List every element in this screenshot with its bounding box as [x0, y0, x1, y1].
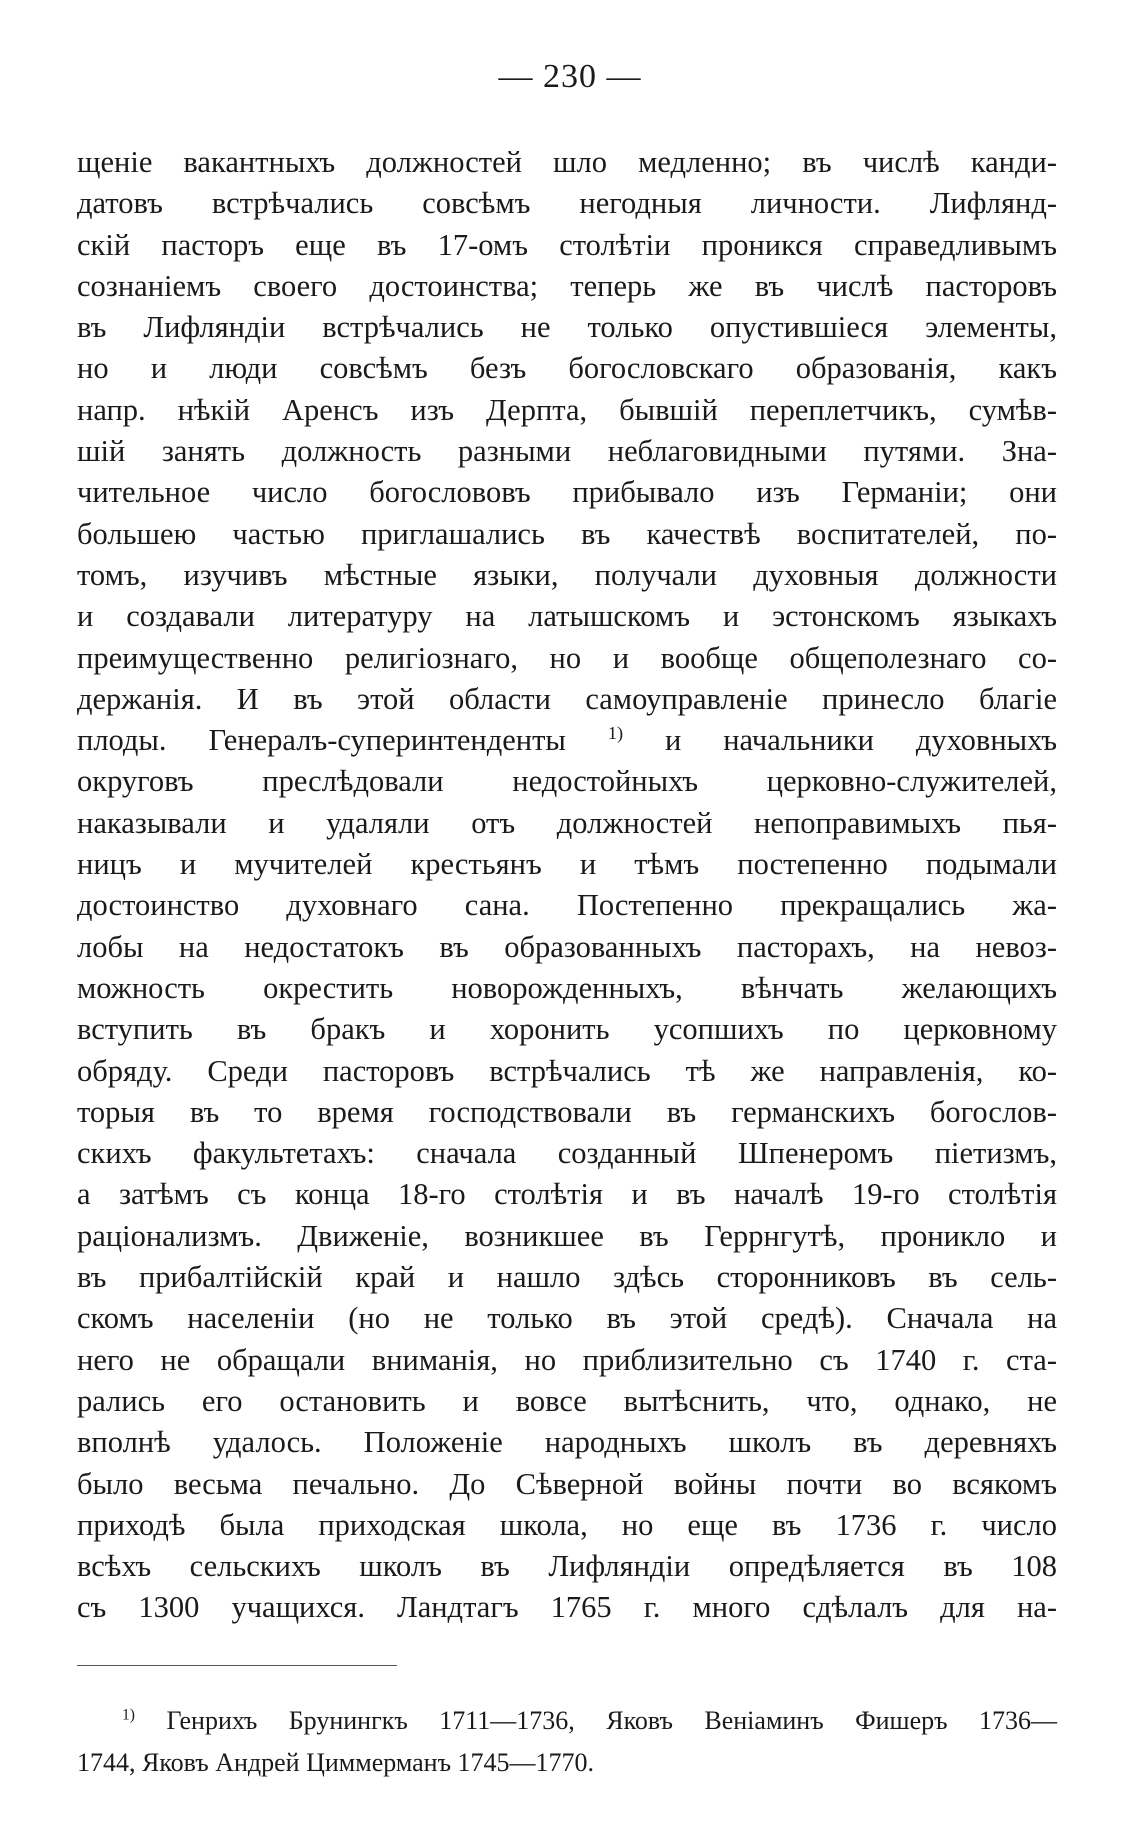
text-line: чительное число богослововъ прибывало изъ Германіи; они	[77, 475, 1057, 510]
text-line: приходѣ была приходская школа, но еще въ 1736 г. число	[77, 1507, 1057, 1542]
text-line: торыя въ то время господствовали въ германскихъ богослов-	[77, 1094, 1057, 1129]
page-number: — 230 —	[498, 58, 642, 95]
text-fragment: и начальники духовныхъ	[664, 723, 1058, 758]
footnote-text: Генрихъ Брунингкъ 1711—1736, Яковъ Веніаминъ Фишеръ 1736—	[166, 1706, 1057, 1735]
text-line: а затѣмъ съ конца 18-го столѣтія и въ началѣ 19-го столѣтія	[77, 1177, 1057, 1212]
footnotes	[77, 1700, 1057, 1784]
text-line: можность окрестить новорожденныхъ, вѣнчать желающихъ	[77, 970, 1057, 1005]
text-line: щеніе вакантныхъ должностей шло медленно; въ числѣ канди-	[77, 145, 1057, 179]
text-line: датовъ встрѣчались совсѣмъ негодныя личности. Лифлянд-	[77, 186, 1057, 221]
text-line: лобы на недостатокъ въ образованныхъ пасторахъ, на невоз-	[77, 929, 1057, 964]
text-line: преимущественно религіознаго, но и вообще общеполезнаго со-	[77, 640, 1057, 675]
text-line: но и люди совсѣмъ безъ богословскаго образованія, какъ	[77, 351, 1057, 386]
body-text	[77, 142, 1057, 1629]
text-line: напр. нѣкій Аренсъ изъ Дерпта, бывшій переплетчикъ, сумѣв-	[77, 392, 1057, 427]
footnote-marker: 1)	[122, 1706, 135, 1724]
footnote-divider	[77, 1665, 397, 1666]
text-line: скомъ населеніи (но не только въ этой средѣ). Сначала на	[77, 1301, 1057, 1336]
text-line: въ прибалтійскій край и нашло здѣсь сторонниковъ въ сель-	[77, 1260, 1057, 1295]
text-line: и создавали литературу на латышскомъ и эстонскомъ языкахъ	[77, 599, 1057, 634]
footnote-reference: 1)	[607, 723, 624, 743]
text-line: вступить въ бракъ и хоронить усопшихъ по церковному	[77, 1012, 1057, 1047]
text-line: большею частью приглашались въ качествѣ воспитателей, по-	[77, 516, 1057, 551]
text-line: округовъ преслѣдовали недостойныхъ церковно-служителей,	[77, 764, 1057, 799]
footnote-line: 1744, Яковъ Андрей Циммерманъ 1745—1770.	[77, 1748, 595, 1777]
text-line: въ Лифляндіи встрѣчались не только опустившіеся элементы,	[77, 310, 1057, 345]
text-line: было весьма печально. До Сѣверной войны почти во всякомъ	[77, 1466, 1057, 1501]
text-line: держанія. И въ этой области самоуправленіе принесло благіе	[77, 681, 1057, 716]
text-line: съ 1300 учащихся. Ландтагъ 1765 г. много сдѣлалъ для на-	[77, 1590, 1057, 1625]
text-line: наказывали и удаляли отъ должностей непоправимыхъ пья-	[77, 805, 1057, 840]
text-line: скій пасторъ еще въ 17-омъ столѣтіи проникся справедливымъ	[77, 227, 1057, 262]
text-line: обряду. Среди пасторовъ встрѣчались тѣ же направленія, ко-	[77, 1053, 1057, 1088]
text-line: достоинство духовнаго сана. Постепенно прекращались жа-	[77, 888, 1057, 923]
text-line: томъ, изучивъ мѣстные языки, получали духовныя должности	[77, 557, 1057, 592]
text-line: раціонализмъ. Движеніе, возникшее въ Геррнгутѣ, проникло и	[77, 1218, 1057, 1253]
text-fragment: плоды. Генералъ-суперинтенденты	[77, 723, 566, 758]
text-line: ницъ и мучителей крестьянъ и тѣмъ постепенно подымали	[77, 847, 1057, 882]
text-line: вполнѣ удалось. Положеніе народныхъ школъ въ деревняхъ	[77, 1425, 1057, 1460]
text-line: сознаніемъ своего достоинства; теперь же въ числѣ пасторовъ	[77, 268, 1057, 303]
text-line: шій занять должность разными неблаговидными путями. Зна-	[77, 434, 1057, 469]
text-line: скихъ факультетахъ: сначала созданный Шпенеромъ піетизмъ,	[77, 1136, 1057, 1171]
footnote-line	[77, 1700, 1057, 1742]
text-line: всѣхъ сельскихъ школъ въ Лифляндіи опредѣляется въ 108	[77, 1549, 1057, 1584]
text-line: рались его остановить и вовсе вытѣснить, что, однако, не	[77, 1383, 1057, 1418]
text-line: него не обращали вниманія, но приблизительно съ 1740 г. ста-	[77, 1342, 1057, 1377]
text-line-with-footnote-ref	[77, 720, 1057, 761]
